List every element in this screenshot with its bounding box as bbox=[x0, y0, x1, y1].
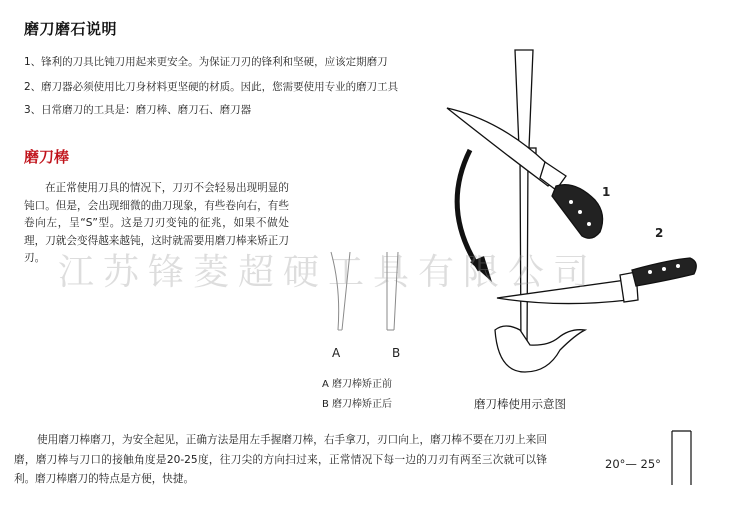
list-item-2: 2、磨刀器必须使用比刀身材料更坚硬的材质。因此，您需要使用专业的磨刀工具 bbox=[24, 81, 399, 93]
list-item-1: 1、锋利的刀具比钝刀用起来更安全。为保证刀刃的锋利和坚硬，应该定期磨刀 bbox=[24, 56, 388, 68]
list-item-3: 3、日常磨刀的工具是：磨刀棒、磨刀石、磨刀器 bbox=[24, 104, 252, 116]
label-b: B bbox=[392, 346, 401, 360]
page-title: 磨刀磨石说明 bbox=[24, 20, 118, 38]
legend-b: B 磨刀棒矫正后 bbox=[322, 399, 393, 410]
section-title: 磨刀棒 bbox=[24, 148, 70, 166]
step-1-label: 1 bbox=[602, 185, 611, 199]
legend-a: A 磨刀棒矫正前 bbox=[322, 379, 393, 390]
angle-rod-drawing bbox=[672, 431, 691, 485]
label-a: A bbox=[332, 346, 341, 360]
angle-label: 20°— 25° bbox=[605, 457, 661, 471]
hand-drawing bbox=[495, 326, 585, 372]
section-paragraph: 在正常使用刀具的情况下，刀刃不会轻易出现明显的钝口。但是，会出现细微的曲刀现象，有些卷向右，有些卷向左，呈“S”型。这是刀刃变钝的征兆，如果不做处理，刀就会变得越来越钝，这时就需要用磨刀棒来矫正刀刃。 bbox=[24, 182, 289, 265]
watermark: 江苏锋菱超硬工具有限公司 bbox=[58, 252, 599, 293]
bottom-paragraph: 使用磨刀棒磨刀，为安全起见，正确方法是用左手握磨刀棒，右手拿刀，刃口向上，磨刀棒不要在刀刃上来回磨，磨刀棒与刀口的接触角度是20-25度，往刀尖的方向扫过来，正常情况下每一边的刀刃有两至三次就可以锋利。磨刀棒磨刀的特点是方便，快捷。 bbox=[14, 434, 547, 486]
figure-caption: 磨刀棒使用示意图 bbox=[474, 397, 566, 411]
step-2-label: 2 bbox=[655, 226, 664, 240]
honing-rod-drawing bbox=[512, 50, 536, 350]
